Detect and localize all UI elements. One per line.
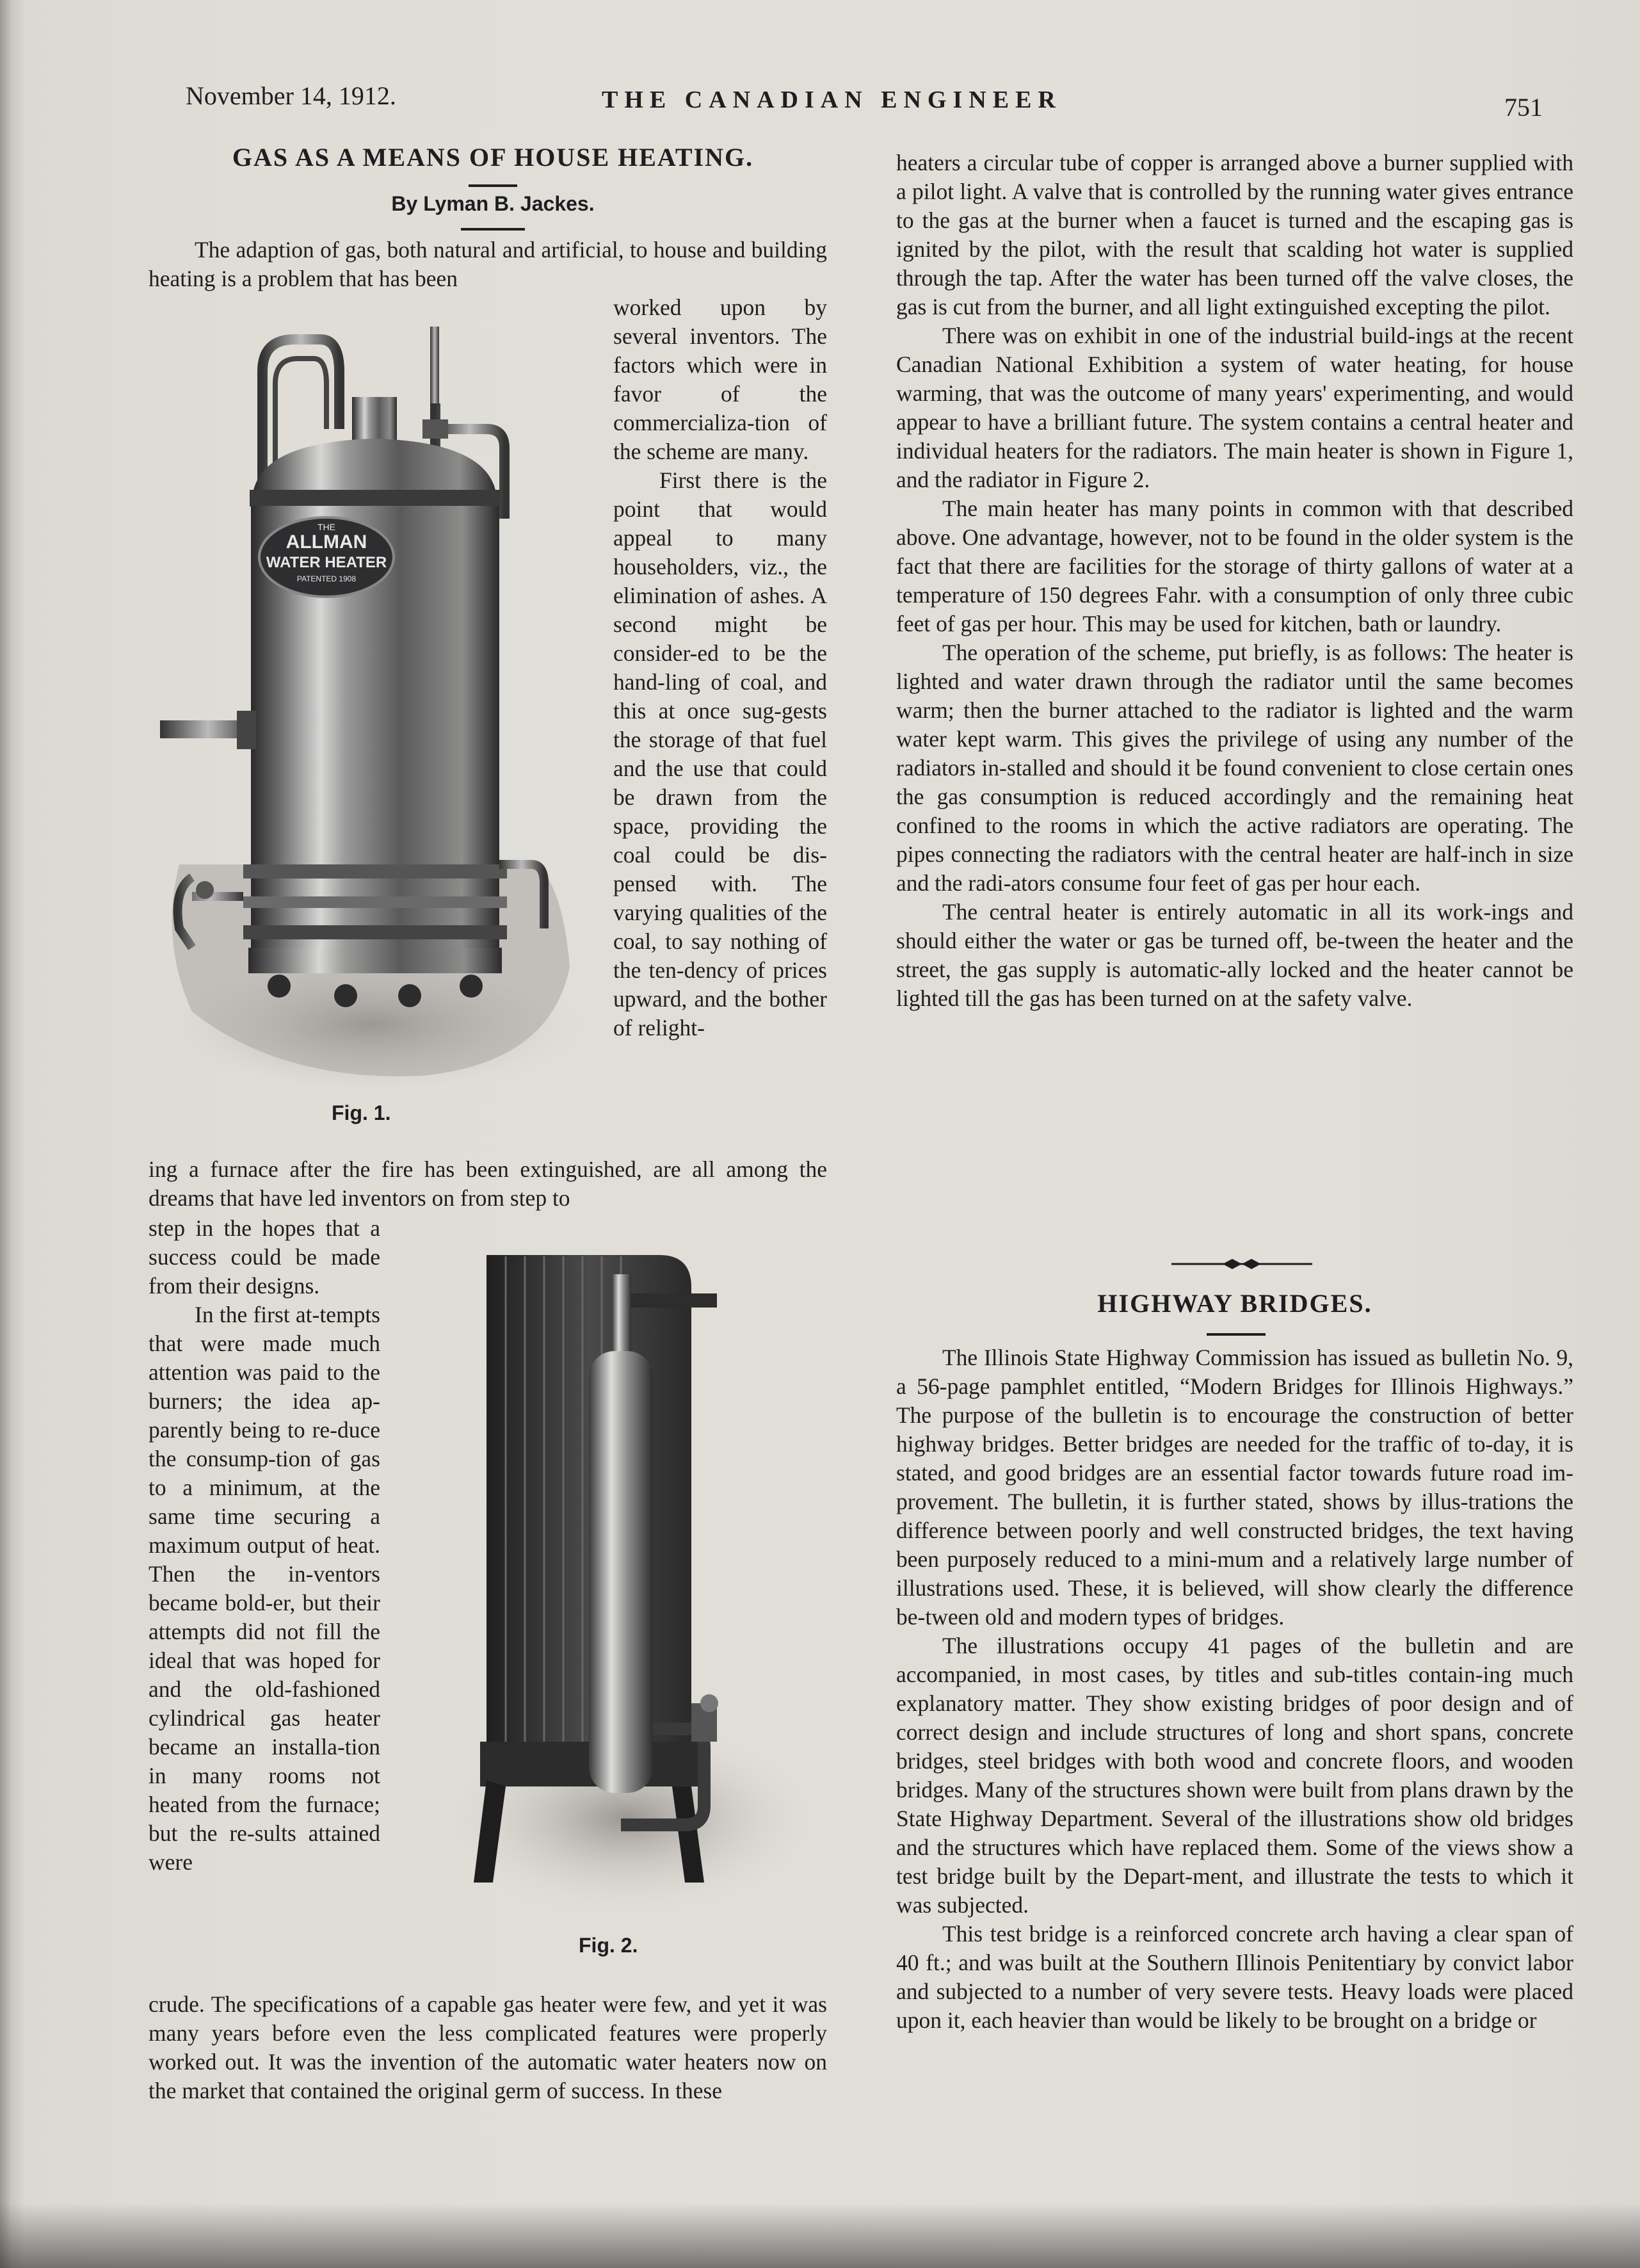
figure-2-caption: Fig. 2. bbox=[579, 1934, 638, 1957]
radiator-illustration bbox=[448, 1242, 807, 1908]
wrap2-paragraph-2: In the first at-tempts that were made much attention was paid to the burners; the idea ap-parently being to re-duce the consump-tion of gas to a minimum, at the same time securing a maximum output of heat. Then the in-ventors became bold-er, but their attempts did not fill the ideal that was hoped for and the old-fashioned cylindrical gas heater became an installa-tion in many rooms not heated from the furnace; but the re-sults attained were bbox=[149, 1302, 380, 1875]
highway-bridges-rule bbox=[1207, 1333, 1266, 1336]
article-title: GAS AS A MEANS OF HOUSE HEATING. bbox=[232, 143, 754, 172]
continuation-1 bbox=[149, 1155, 827, 1213]
wrap1-paragraph-1: worked upon by several inventors. The factors which were in favor of the commercializa-tion of the scheme are many. bbox=[613, 295, 827, 464]
continuation-2-text: crude. The specifications of a capable gas heater were few, and yet it was many years before even the less complicated features were properly worked out. It was the invention of the automatic water heaters now on the market that contained the original germ of success. In these bbox=[149, 1991, 827, 2103]
water-heater-illustration bbox=[154, 301, 595, 1101]
wrap2-paragraph-1: step in the hopes that a success could be made from their designs. bbox=[149, 1215, 380, 1299]
intro-paragraph: The adaption of gas, both natural and artificial, to house and building heating is a problem that has been bbox=[149, 237, 827, 291]
heater-label-product: WATER HEATER bbox=[266, 554, 387, 571]
bridges-paragraph-2: The illustrations occupy 41 pages of the bulletin and are accompanied, in most cases, by titles and sub-titles contain-ing much explanatory matter. They show existing bridges of poor design and of correct design and include structures of long and short spans, concrete bridges, steel bridges with both wood and concrete floors, and wooden bridges. Many of the structures shown were built from plans drawn by the State Highway Department. Several of the illustrations show old bridges and the structures which have replaced them. Some of the views show a test bridge built by the Depart-ment, and illustrate the tests to which it was subjected. bbox=[896, 1633, 1573, 1918]
right-paragraph-1: heaters a circular tube of copper is arranged above a burner supplied with a pilot light. A valve that is controlled by the running water gives entrance to the gas at the burner when a faucet is turned and the escaping gas is ignited by the pilot, with the result that scalding hot water is supplied through the tap. After the water has been turned off the valve closes, the gas is cut from the burner, and all light extinguished excepting the pilot. bbox=[896, 150, 1573, 320]
header-journal-title: THE CANADIAN ENGINEER bbox=[602, 86, 1062, 113]
wrap-column-1 bbox=[613, 293, 827, 1042]
right-column-article-2 bbox=[896, 1343, 1573, 2035]
right-paragraph-2: There was on exhibit in one of the industrial build-ings at the recent Canadian National Exhibition a system of water heating, for house warming, that was the outcome of many years' experimenting, and would appear to have a brilliant future. The system contains a central heater and individual heaters for the radiators. The main heater is shown in Figure 1, and the radiator in Figure 2. bbox=[896, 323, 1573, 492]
continuation-2 bbox=[149, 1990, 827, 2105]
right-paragraph-4: The operation of the scheme, put briefly, is as follows: The heater is lighted and water drawn through the radiator until the same becomes warm; then the burner attached to the radiator is lighted and the warm water kept warm. This gives the privilege of using any number of the radiators in-stalled and should it be found convenient to close certain ones the gas consumption is reduced accordingly and the remaining heat confined to the rooms in which the active radiators are operating. The pipes connecting the radiators with the central heater are half-inch in size and the radi-ators consume four feet of gas per hour each. bbox=[896, 640, 1573, 896]
figure-1-water-heater bbox=[154, 301, 595, 1101]
title-rule bbox=[469, 184, 517, 187]
page-bottom-shadow bbox=[0, 2203, 1640, 2268]
article-intro bbox=[149, 236, 827, 293]
bridges-paragraph-3: This test bridge is a reinforced concrete arch having a clear span of 40 ft.; and was built at the Southern Illinois Penitentiary by convict labor and subjected to a number of very severe tests. Heavy loads were placed upon it, each heavier than would be likely to be brought on a bridge or bbox=[896, 1921, 1573, 2033]
figure-2-radiator bbox=[448, 1242, 807, 1908]
heater-label-brand: ALLMAN bbox=[285, 531, 367, 553]
wrap-column-2 bbox=[149, 1214, 380, 1877]
section-ornament bbox=[1171, 1256, 1312, 1272]
right-paragraph-5: The central heater is entirely automatic in all its work-ings and should either the water or gas be turned off, be-tween the heater and the street, the gas supply is automatic-ally locked and the heater cannot be lighted till the gas has been turned on at the safety valve. bbox=[896, 899, 1573, 1011]
continuation-1-text: ing a furnace after the fire has been extinguished, are all among the dreams that have led inventors on from step to bbox=[149, 1156, 827, 1211]
right-paragraph-3: The main heater has many points in common with that described above. One advantage, however, not to be found in the older system is the fact that there are facilities for the storage of thirty gallons of water at a temperature of 150 degrees Fahr. with a consumption of only three cubic feet of gas per hour. This may be used for kitchen, bath or laundry. bbox=[896, 496, 1573, 636]
header-date: November 14, 1912. bbox=[186, 81, 396, 110]
heater-label-patent: PATENTED 1908 bbox=[296, 574, 357, 583]
byline-rule bbox=[461, 228, 525, 231]
figure-1-caption: Fig. 1. bbox=[332, 1101, 391, 1124]
wrap1-paragraph-2: First there is the point that would appeal to many householders, viz., the elimination of ashes. A second might be consider-ed to be the hand-ling of coal, and this at once sug-gests the storage of that fuel and the use that could be drawn from the space, providing the coal could be dis-pensed with. The varying qualities of the coal, to say nothing of the ten-dency of prices upward, and the bother of relight- bbox=[613, 467, 827, 1041]
header-page-number: 751 bbox=[1504, 93, 1543, 122]
heater-label-the: THE bbox=[318, 522, 335, 532]
article-byline: By Lyman B. Jackes. bbox=[391, 192, 595, 215]
right-column-article-1 bbox=[896, 149, 1573, 1013]
bridges-paragraph-1: The Illinois State Highway Commission has issued as bulletin No. 9, a 56-page pamphlet entitled, “Modern Bridges for Illinois Highways.” The purpose of the bulletin is to encourage the construction of better highway bridges. Better bridges are needed for the traffic of to-day, it is stated, and good bridges are an essential factor towards future road im-provement. The bulletin, it is further stated, shows by illus-trations the difference between poorly and well constructed bridges, the text having been purposely reduced to a mini-mum and a relatively large number of illustrations used. These, it is believed, will show clearly the difference be-tween old and modern types of bridges. bbox=[896, 1345, 1573, 1630]
highway-bridges-title: HIGHWAY BRIDGES. bbox=[1097, 1289, 1372, 1318]
